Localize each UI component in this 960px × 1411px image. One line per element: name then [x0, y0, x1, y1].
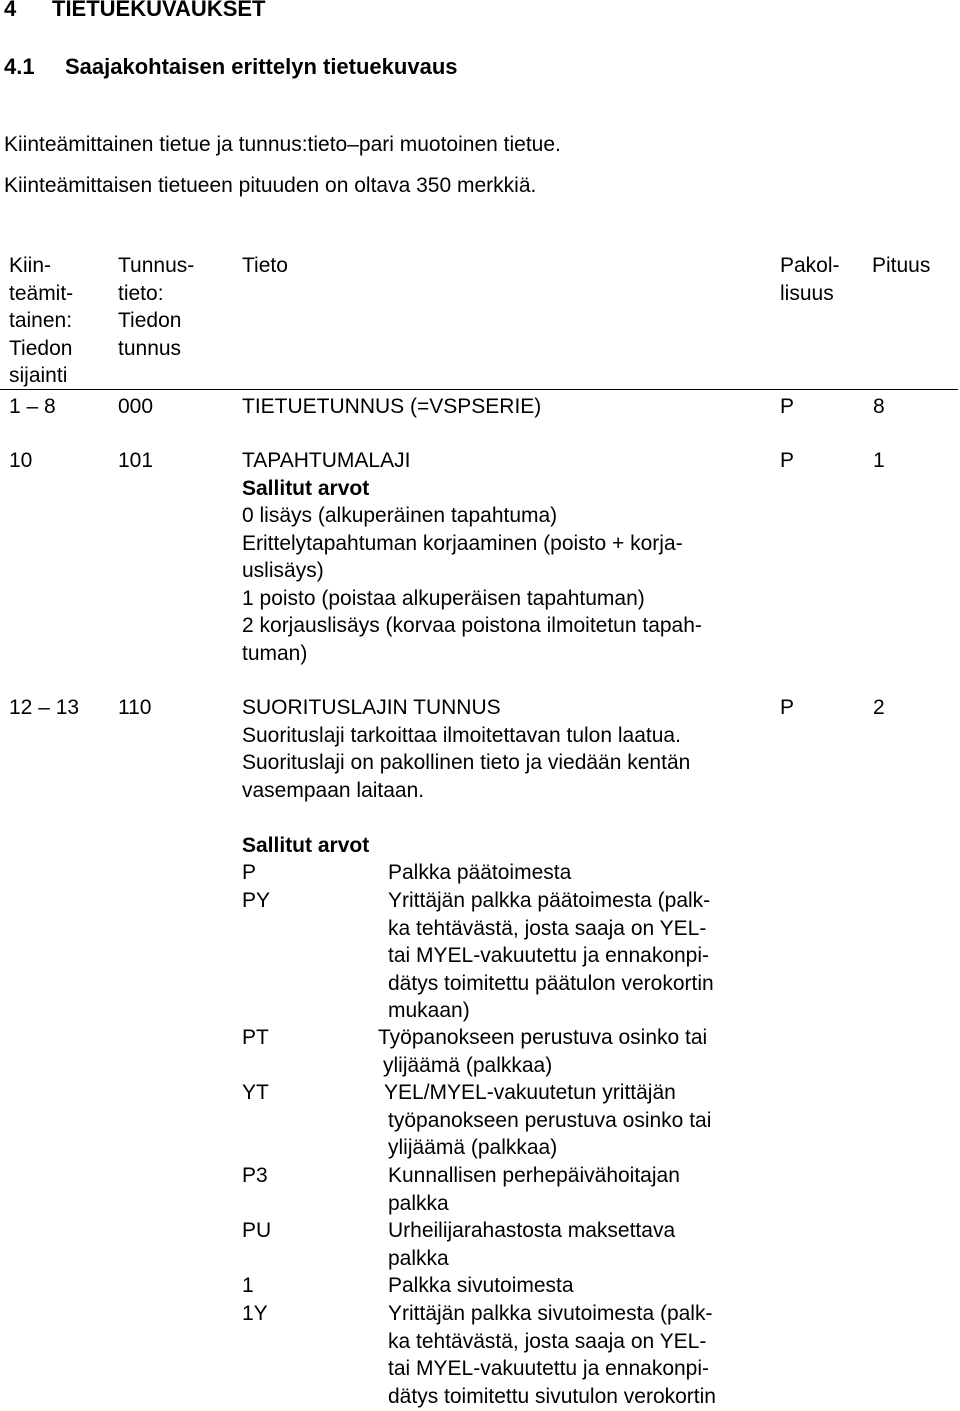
- value-code-pt: PT: [242, 1026, 269, 1049]
- value-desc-p3: Kunnallisen perhepäivähoitajan palkka: [388, 1164, 680, 1215]
- value-desc-py: Yrittäjän palkka päätoimesta (palk- ka tehtävästä, josta saaja on YEL- tai MYEL-vakuutettu ja ennakonpi- dätys toimitettu päätulon verokortin mukaan): [388, 889, 714, 1022]
- subsection-number: 4.1: [4, 54, 35, 79]
- subsection-title: Saajakohtaisen erittelyn tietuekuvaus: [65, 54, 458, 79]
- row3-position: 12 – 13: [9, 696, 80, 719]
- row2-values-heading: Sallitut arvot: [242, 476, 370, 500]
- header-required: Pakol- lisuus: [780, 254, 840, 305]
- value-code-yt: YT: [242, 1081, 269, 1104]
- row2-required: P: [780, 449, 795, 472]
- row1-code: 000: [118, 395, 154, 418]
- header-length: Pituus: [872, 254, 931, 277]
- row3-required: P: [780, 696, 795, 719]
- value-desc-pt: Työpanokseen perustuva osinko tai ylijäämä (palkkaa): [378, 1026, 708, 1077]
- header-identifier: Tunnus- tieto: Tiedon tunnus: [118, 254, 195, 360]
- row3-title: SUORITUSLAJIN TUNNUS: [242, 696, 501, 719]
- intro-line-2: Kiinteämittaisen tietueen pituuden on oltava 350 merkkiä.: [4, 174, 537, 197]
- row1-length: 8: [873, 395, 885, 418]
- row2-length: 1: [873, 449, 885, 472]
- value-code-p: P: [242, 861, 257, 884]
- value-code-1: 1: [242, 1274, 254, 1297]
- intro-line-1: Kiinteämittainen tietue ja tunnus:tieto–pari muotoinen tietue.: [4, 133, 561, 156]
- value-desc-yt: YEL/MYEL-vakuutetun yrittäjän työpanokseen perustuva osinko tai ylijäämä (palkkaa): [384, 1081, 712, 1159]
- row2-description: TAPAHTUMALAJI Sallitut arvot 0 lisäys (alkuperäinen tapahtuma) Erittelytapahtuman korjaaminen (poisto + korja- uslisäys) 1 poisto (poistaa alkuperäisen tapahtuman) 2 korjauslisäys (korvaa poistona ilmoitetun tapah- tuman): [242, 449, 702, 665]
- value-desc-1: Palkka sivutoimesta: [388, 1274, 574, 1297]
- row3-code: 110: [118, 696, 152, 719]
- header-divider: [0, 389, 958, 390]
- value-desc-pu: Urheilijarahastosta maksettava palkka: [388, 1219, 676, 1270]
- row2-code: 101: [118, 449, 154, 472]
- row1-title: TIETUETUNNUS (=VSPSERIE): [242, 395, 542, 418]
- header-position: Kiin- teämit- tainen: Tiedon sijainti: [9, 254, 74, 387]
- value-desc-1y: Yrittäjän palkka sivutoimesta (palk- ka tehtävästä, josta saaja on YEL- tai MYEL-vakuutettu ja ennakonpi- dätys toimitettu sivutulon verokortin: [388, 1302, 716, 1408]
- row1-required: P: [780, 395, 795, 418]
- header-field: Tieto: [242, 254, 288, 277]
- value-code-1y: 1Y: [242, 1302, 268, 1325]
- value-desc-p: Palkka päätoimesta: [388, 861, 572, 884]
- row3-values-heading: Sallitut arvot: [242, 834, 370, 857]
- section-title: TIETUEKUVAUKSET: [52, 0, 266, 21]
- row3-length: 2: [873, 696, 885, 719]
- row1-position: 1 – 8: [9, 395, 56, 418]
- value-code-p3: P3: [242, 1164, 268, 1187]
- row3-description: SUORITUSLAJIN TUNNUS Suorituslaji tarkoittaa ilmoitettavan tulon laatua. Suorituslaji on pakollinen tieto ja viedään kentän vasempaan laitaan.: [242, 696, 691, 802]
- section-number: 4: [4, 0, 17, 21]
- value-code-pu: PU: [242, 1219, 272, 1242]
- row2-title: TAPAHTUMALAJI: [242, 449, 411, 472]
- value-code-py: PY: [242, 889, 271, 912]
- row2-position: 10: [9, 449, 33, 472]
